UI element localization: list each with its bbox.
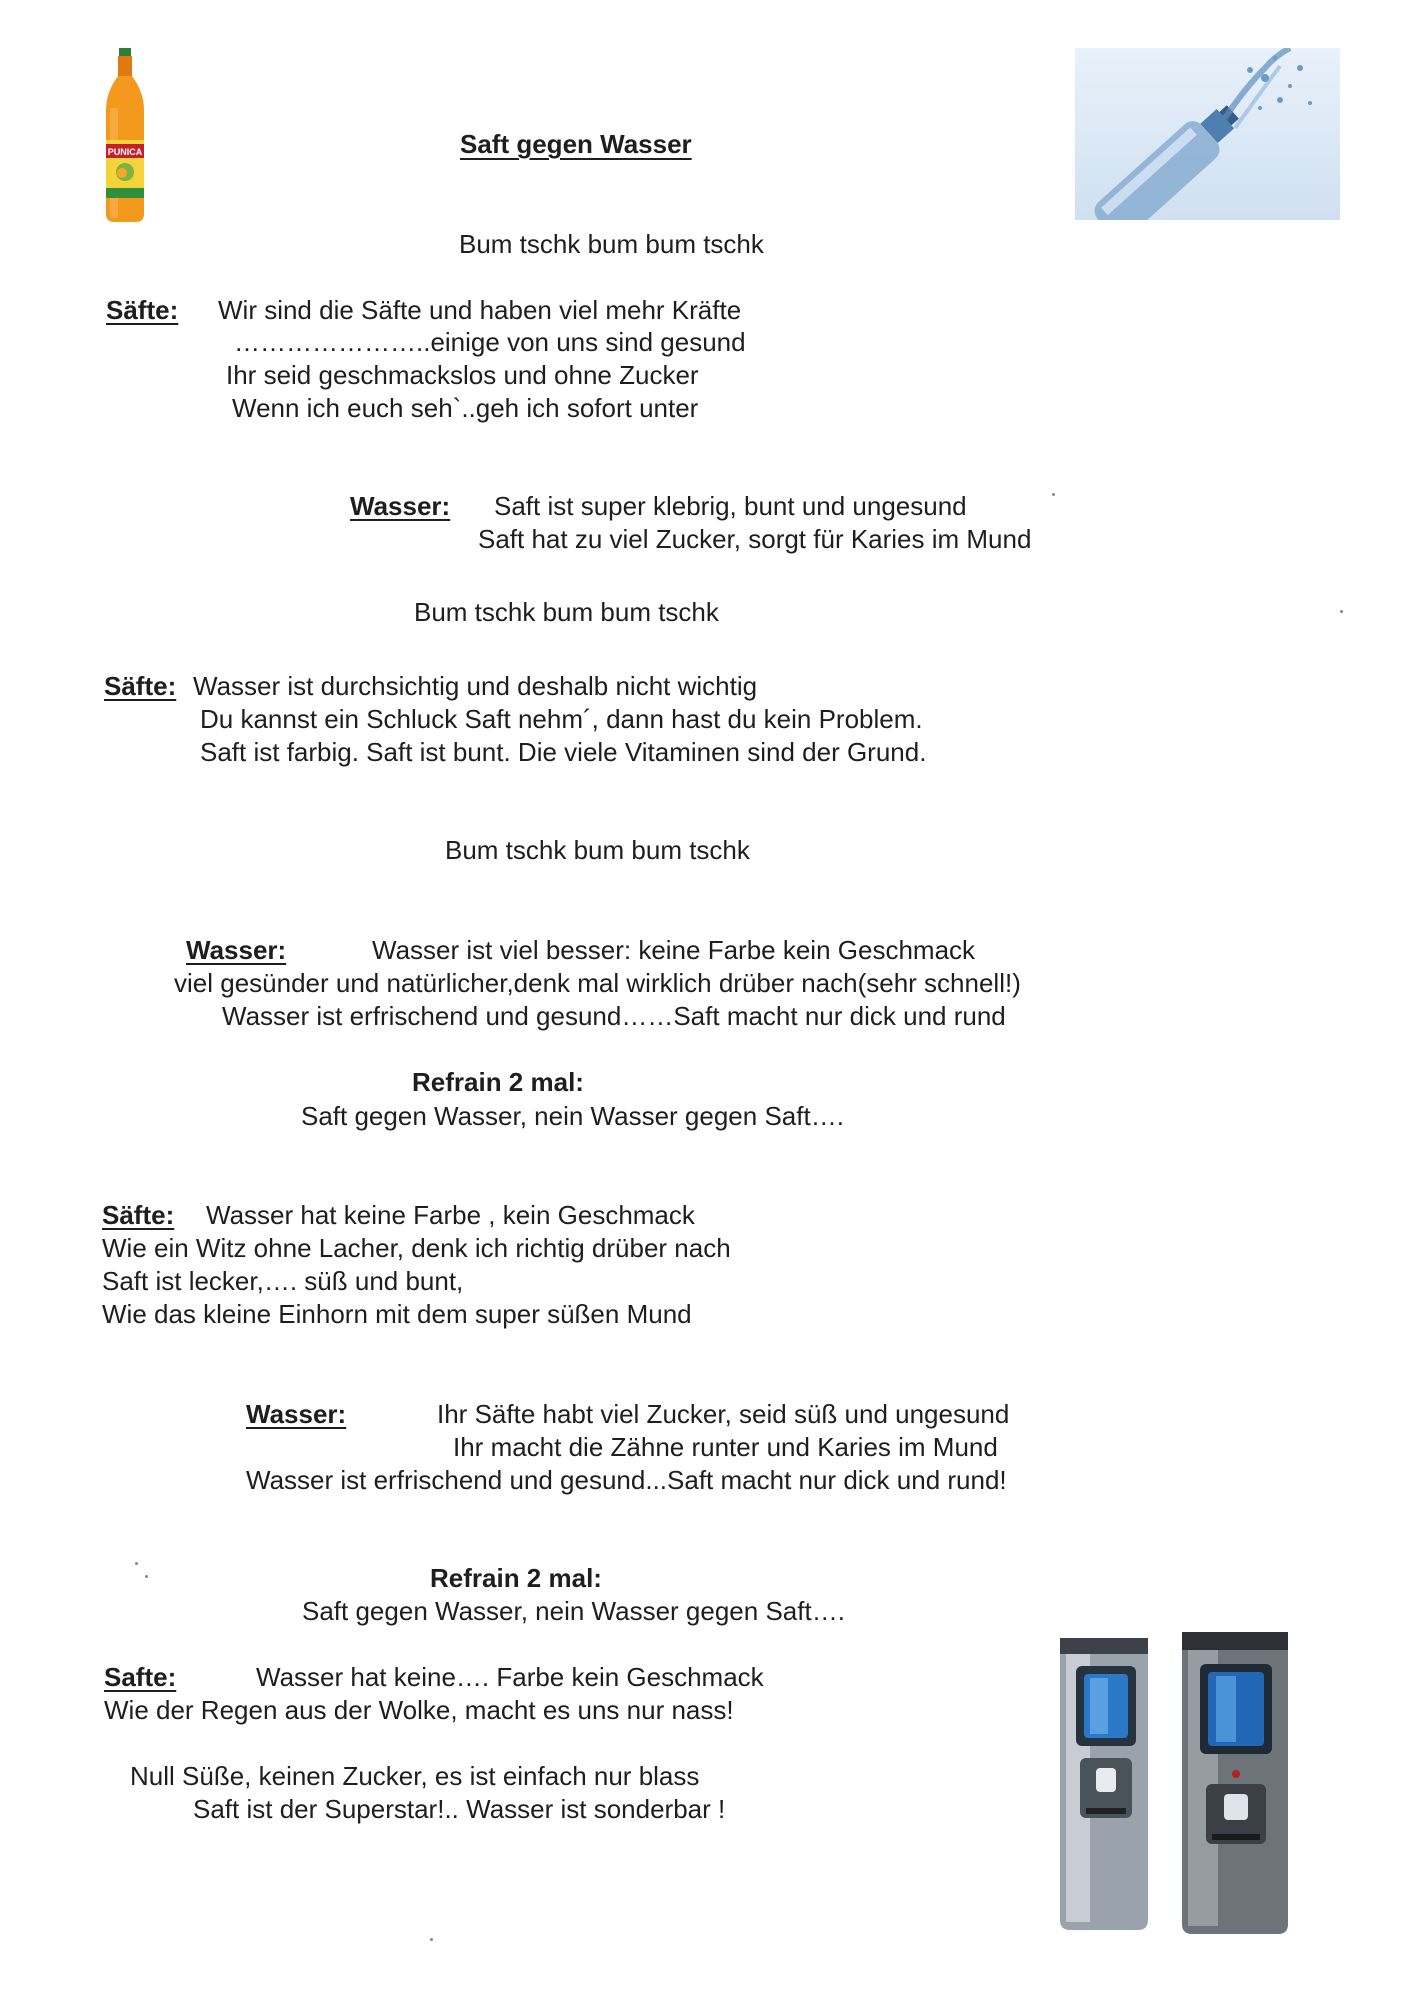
lyric-line: Wasser ist durchsichtig und deshalb nicht wichtig: [193, 671, 758, 701]
beat-line-2: Bum tschk bum bum tschk: [414, 597, 719, 627]
lyric-line: Saft ist der Superstar!.. Wasser ist sonderbar !: [193, 1794, 726, 1824]
beat-line-3: Bum tschk bum bum tschk: [445, 835, 750, 865]
lyric-line: Wasser ist viel besser: keine Farbe kein Geschmack: [372, 935, 976, 965]
scan-speck: [1052, 493, 1055, 496]
water-splash-icon: [1075, 48, 1340, 220]
speaker-label-wasser-1: Wasser:: [350, 491, 451, 521]
lyric-line: Saft ist lecker,…. süß und bunt,: [102, 1266, 464, 1296]
scan-speck: [1340, 610, 1343, 613]
beat-line-1: Bum tschk bum bum tschk: [459, 229, 764, 259]
lyric-line: Wie der Regen aus der Wolke, macht es uns nur nass!: [104, 1695, 734, 1725]
refrain-label-2: Refrain 2 mal:: [430, 1563, 602, 1593]
speaker-label-saefte-3: Säfte:: [102, 1200, 175, 1230]
lyric-line: Wasser hat keine Farbe , kein Geschmack: [206, 1200, 695, 1230]
refrain-line-1: Saft gegen Wasser, nein Wasser gegen Saft….: [301, 1101, 844, 1131]
speaker-label-saefte-4: Safte:: [104, 1662, 177, 1692]
scan-speck: [135, 1562, 138, 1565]
lyric-line: Wasser ist erfrischend und gesund……Saft macht nur dick und rund: [222, 1001, 1006, 1031]
lyric-line: Ihr seid geschmackslos und ohne Zucker: [226, 360, 699, 390]
speaker-label-saefte-2: Säfte:: [104, 671, 177, 701]
scan-speck: [430, 1938, 433, 1941]
refrain-label-1: Refrain 2 mal:: [412, 1067, 584, 1097]
lyric-line: Ihr Säfte habt viel Zucker, seid süß und ungesund: [437, 1399, 1010, 1429]
refrain-line-2: Saft gegen Wasser, nein Wasser gegen Saft….: [302, 1596, 845, 1626]
lyric-line: Wie ein Witz ohne Lacher, denk ich richtig drüber nach: [102, 1233, 731, 1263]
lyric-line: Saft ist farbig. Saft ist bunt. Die viele Vitaminen sind der Grund.: [200, 737, 927, 767]
scan-speck: [145, 1575, 148, 1578]
water-dispenser-icon: [1050, 1630, 1315, 1935]
speaker-label-saefte-1: Säfte:: [106, 295, 179, 325]
lyric-line: Saft hat zu viel Zucker, sorgt für Karies im Mund: [478, 524, 1032, 554]
lyric-line: Saft ist super klebrig, bunt und ungesund: [494, 491, 967, 521]
page-title: Saft gegen Wasser: [460, 129, 692, 159]
lyric-line: viel gesünder und natürlicher,denk mal wirklich drüber nach(sehr schnell!): [174, 968, 1021, 998]
lyric-line: Du kannst ein Schluck Saft nehm´, dann hast du kein Problem.: [200, 704, 923, 734]
speaker-label-wasser-2: Wasser:: [186, 935, 287, 965]
speaker-label-wasser-3: Wasser:: [246, 1399, 347, 1429]
lyric-line: Wir sind die Säfte und haben viel mehr Kräfte: [218, 295, 742, 325]
lyric-line: Ihr macht die Zähne runter und Karies im Mund: [453, 1432, 998, 1462]
lyric-line: Wasser ist erfrischend und gesund...Saft macht nur dick und rund!: [246, 1465, 1007, 1495]
lyric-line: Wie das kleine Einhorn mit dem super süßen Mund: [102, 1299, 692, 1329]
lyric-line: Wenn ich euch seh`..geh ich sofort unter: [232, 393, 699, 423]
lyric-line: Null Süße, keinen Zucker, es ist einfach nur blass: [130, 1761, 700, 1791]
lyric-line: …………………..einige von uns sind gesund: [234, 327, 746, 357]
lyric-line: Wasser hat keine…. Farbe kein Geschmack: [256, 1662, 764, 1692]
svg-text:PUNICA: PUNICA: [107, 147, 143, 157]
juice-bottle-icon: [100, 48, 150, 224]
